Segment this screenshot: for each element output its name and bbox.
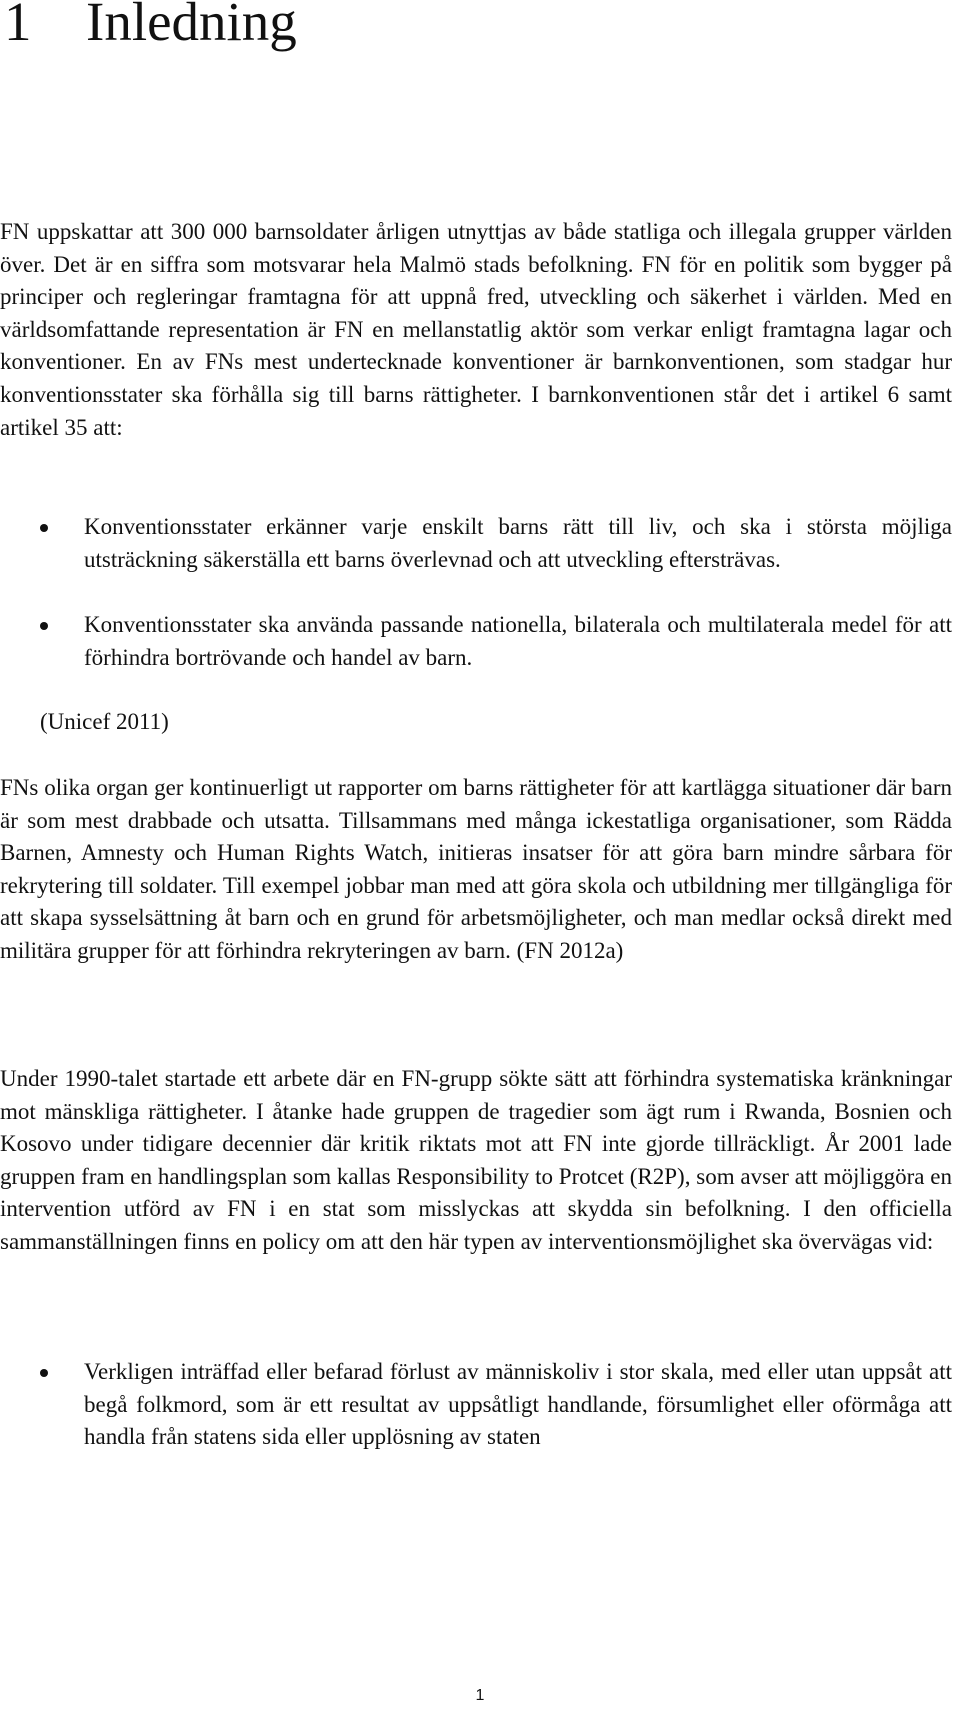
bullet-icon	[40, 1369, 48, 1377]
chapter-number: 1	[4, 0, 32, 52]
page-number: 1	[475, 1687, 485, 1704]
list-item-text: Konventionsstater ska använda passande nationella, bilaterala och multilaterala medel för att förhindra bortrövande och handel av barn.	[84, 612, 952, 670]
chapter-heading	[4, 0, 297, 54]
chapter-title: Inledning	[86, 0, 297, 52]
list-item	[0, 511, 952, 576]
intro-paragraph: FN uppskattar att 300 000 barnsoldater årligen utnyttjas av både statliga och illegala grupper världen över. Det är en siffra som motsvarar hela Malmö stads befolkning. FN för en politik som bygger på principer och regleringar framtagna för att uppnå fred, utveckling och säkerhet i världen. Med en världsomfattande representation är FN en mellanstatlig aktör som verkar enligt framtagna lagar och konventioner. En av FNs mest undertecknade konventioner är barnkonventionen, som stadgar hur konventionsstater ska förhålla sig till barns rättigheter. I barnkonventionen står det i artikel 6 samt artikel 35 att:	[0, 219, 952, 440]
list-item	[0, 1356, 952, 1454]
convention-articles-list	[0, 511, 952, 674]
list-item-text: Verkligen inträffad eller befarad förlust av människoliv i stor skala, med eller utan uppsåt att begå folkmord, som är ett resultat av uppsåtligt handlande, försumlighet eller oförmåga att handla från statens sida eller upplösning av staten	[84, 1359, 952, 1450]
bullet-icon	[40, 622, 48, 630]
citation-unicef: (Unicef 2011)	[40, 709, 169, 734]
bullet-icon	[40, 524, 48, 532]
list-item	[0, 609, 952, 674]
r2p-paragraph: Under 1990-talet startade ett arbete där en FN-grupp sökte sätt att förhindra systematiska kränkningar mot mänskliga rättigheter. I åtanke hade gruppen de tragedier som ägt rum i Rwanda, Bosnien och Kosovo under tidigare decennier där kritik riktats mot att FN inte gjorde tillräckligt. År 2001 lade gruppen fram en handlingsplan som kallas Responsibility to Protcet (R2P), som avser att möjliggöra en intervention utförd av FN i en stat som misslyckas att skydda sin befolkning. I den officiella sammanställningen finns en policy om att den här typen av interventionsmöjlighet ska övervägas vid:	[0, 1066, 952, 1254]
list-item-text: Konventionsstater erkänner varje enskilt barns rätt till liv, och ska i största möjliga utsträckning säkerställa ett barns överlevnad och att utveckling eftersträvas.	[84, 514, 952, 572]
un-agencies-paragraph: FNs olika organ ger kontinuerligt ut rapporter om barns rättigheter för att kartlägga situationer där barn är som mest drabbade och utsatta. Tillsammans med många ickestatliga organisationer, som Rädda Barnen, Amnesty och Human Rights Watch, initieras insatser för att göra barn mindre sårbara för rekrytering till soldater. Till exempel jobbar man med att göra skola och utbildning mer tillgängliga för att skapa sysselsättning åt barn och en grund för arbetsmöjligheter, och man medlar också direkt med militära grupper för att förhindra rekryteringen av barn. (FN 2012a)	[0, 775, 952, 963]
r2p-criteria-list	[0, 1356, 952, 1454]
